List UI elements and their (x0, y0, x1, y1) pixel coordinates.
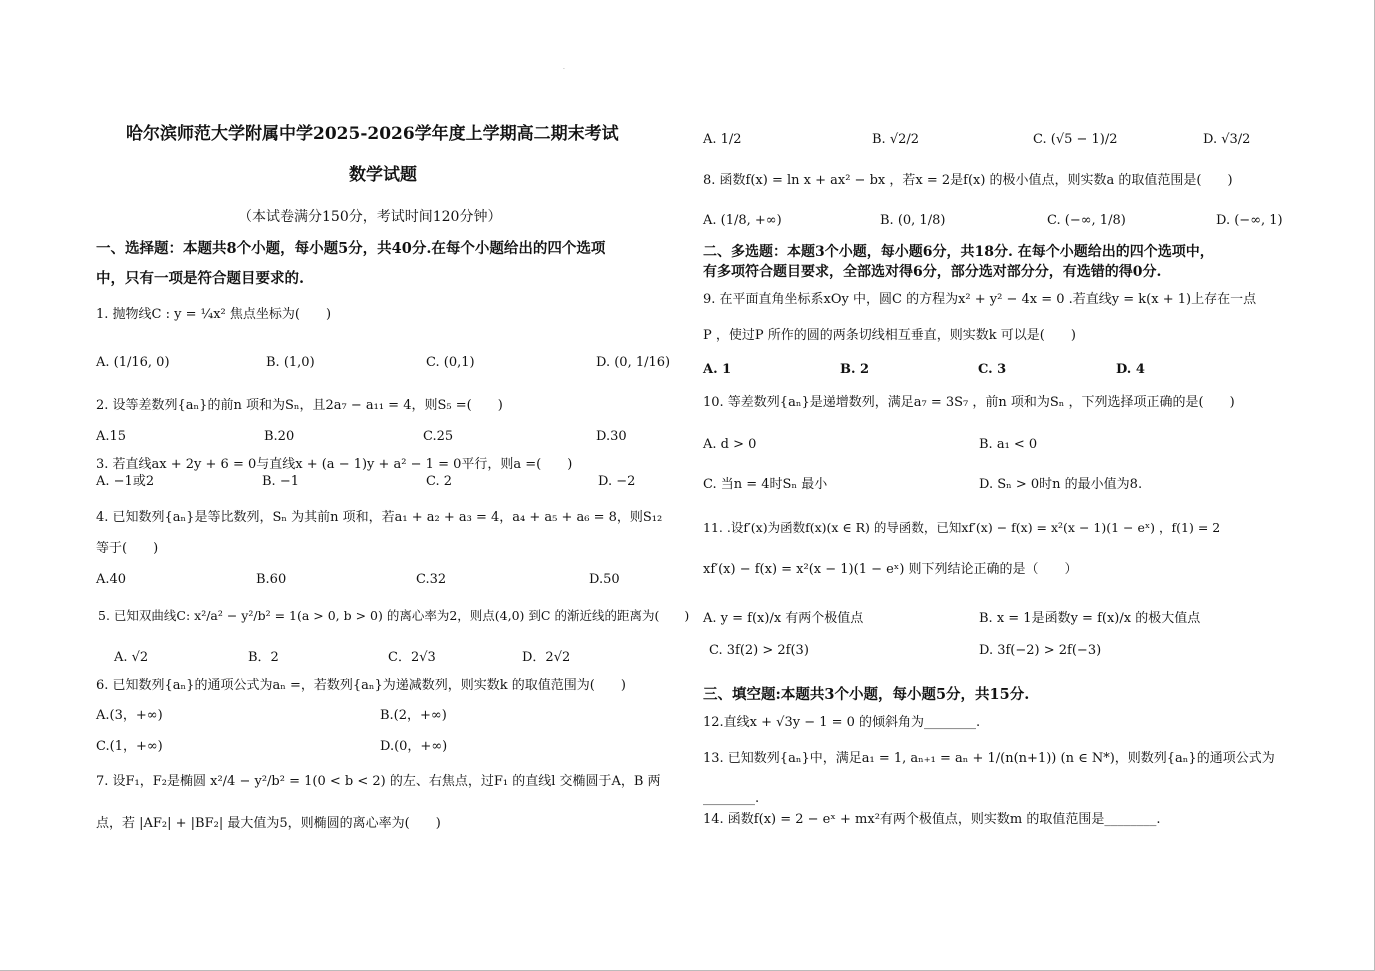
q1-option-a: A. (1/16, 0) (96, 355, 170, 370)
q8-option-d: D. (−∞, 1) (1216, 213, 1283, 228)
q4-stem: 4. 已知数列{aₙ}是等比数列，Sₙ 为其前n 项和，若a₁ + a₂ + a₃ = 4，a₄ + a₅ + a₆ = 8，则S₁₂ (96, 510, 663, 525)
section2-line2: 有多项符合题目要求，全部选对得6分，部分选对部分分，有选错的得0分. (703, 264, 1162, 280)
scan-dot: · (563, 66, 565, 73)
q10-option-b: B. a₁ < 0 (979, 437, 1038, 452)
q11-option-c: C. 3f(2) > 2f(3) (709, 643, 809, 658)
q9-option-a: A. 1 (703, 362, 732, 377)
q10-option-d: D. Sₙ > 0时n 的最小值为8. (979, 477, 1143, 492)
q8-option-c: C. (−∞, 1/8) (1047, 213, 1126, 228)
q2-option-b: B.20 (264, 429, 295, 444)
q8-option-b: B. (0, 1/8) (880, 213, 946, 228)
exam-subtitle: 数学试题 (349, 165, 417, 185)
q7-option-d: D. √3/2 (1203, 132, 1251, 147)
q4-option-a: A.40 (96, 572, 127, 587)
q11-option-a: A. y = f(x)/x 有两个极值点 (703, 611, 864, 626)
q7-stem-cont: 点，若 |AF₂| + |BF₂| 最大值为5，则椭圆的离心率为( ) (96, 816, 441, 831)
q10-option-c: C. 当n = 4时Sₙ 最小 (703, 477, 828, 492)
q1-option-c: C. (0,1) (426, 355, 475, 370)
section3-heading: 三、填空题:本题共3个小题，每小题5分，共15分. (703, 686, 1030, 703)
q4-option-b: B.60 (256, 572, 287, 587)
q1-stem: 1. 抛物线C : y = ¼x² 焦点坐标为( ) (96, 307, 332, 322)
q9-option-d: D. 4 (1116, 362, 1145, 377)
q13-stem: 13. 已知数列{aₙ}中，满足a₁ = 1, aₙ₊₁ = aₙ + 1/(n(n+1)) (n ∈ N*)，则数列{aₙ}的通项公式为 (703, 751, 1275, 766)
q6-stem: 6. 已知数列{aₙ}的通项公式为aₙ =，若数列{aₙ}为递减数列，则实数k 的取值范围为( ) (96, 678, 626, 693)
exam-note: （本试卷满分150分，考试时间120分钟） (238, 209, 502, 225)
q3-option-c: C. 2 (426, 474, 453, 489)
q3-option-b: B. −1 (262, 474, 299, 489)
section2-line1: 二、多选题：本题3个小题，每小题6分，共18分. 在每个小题给出的四个选项中， (703, 244, 1214, 260)
q3-option-a: A. −1或2 (96, 474, 155, 489)
q5-option-b: B．2 (248, 650, 279, 665)
q3-option-d: D. −2 (598, 474, 636, 489)
q1-option-d: D. (0, 1/16) (596, 355, 671, 370)
q10-option-a: A. d > 0 (703, 437, 757, 452)
q9-option-c: C. 3 (978, 362, 1007, 377)
q11-option-d: D. 3f(−2) > 2f(−3) (979, 643, 1102, 658)
q1-option-b: B. (1,0) (266, 355, 315, 370)
q9-stem: 9. 在平面直角坐标系xOy 中，圆C 的方程为x² + y² − 4x = 0 .若直线y = k(x + 1)上存在一点 (703, 292, 1257, 307)
q4-stem-cont: 等于( ) (96, 541, 159, 556)
q14-stem: 14. 函数f(x) = 2 − eˣ + mx²有两个极值点，则实数m 的取值范围是________. (703, 812, 1161, 827)
q5-option-a: A. √2 (114, 650, 149, 665)
q6-option-a: A.(3，+∞) (96, 708, 163, 723)
q4-option-c: C.32 (416, 572, 447, 587)
q11-stem: 11. .设f′(x)为函数f(x)(x ∈ R) 的导函数，已知xf′(x) − f(x) = x²(x − 1)(1 − eˣ) ，f(1) = 2 (703, 520, 1221, 535)
q8-stem: 8. 函数f(x) = ln x + ax² − bx ，若x = 2是f(x) 的极小值点，则实数a 的取值范围是( ) (703, 173, 1233, 188)
q5-stem: 5. 已知双曲线C: x²/a² − y²/b² = 1(a > 0, b > 0) 的离心率为2，则点(4,0) 到C 的渐近线的距离为( ) (98, 608, 690, 623)
q13-stem-cont: ________. (703, 791, 760, 806)
q2-option-c: C.25 (423, 429, 454, 444)
q9-stem-cont: P ，使过P 所作的圆的两条切线相互垂直，则实数k 可以是( ) (703, 328, 1076, 343)
q9-option-b: B. 2 (840, 362, 870, 377)
q6-option-c: C.(1，+∞) (96, 739, 163, 754)
q7-stem: 7. 设F₁，F₂是椭圆 x²/4 − y²/b² = 1(0 < b < 2) 的左、右焦点，过F₁ 的直线l 交椭圆于A，B 两 (96, 774, 661, 789)
q5-option-d: D．2√2 (522, 650, 571, 665)
q11-option-b: B. x = 1是函数y = f(x)/x 的极大值点 (979, 611, 1201, 626)
q2-option-d: D.30 (596, 429, 627, 444)
q6-option-d: D.(0，+∞) (380, 739, 448, 754)
exam-title: 哈尔滨师范大学附属中学2025-2026学年度上学期高二期末考试 (126, 124, 619, 144)
q10-stem: 10. 等差数列{aₙ}是递增数列，满足a₇ = 3S₇ ，前n 项和为Sₙ ，下列选择项正确的是( ) (703, 395, 1235, 410)
q6-option-b: B.(2，+∞) (380, 708, 447, 723)
q7-option-a: A. 1/2 (703, 132, 742, 147)
q12-stem: 12.直线x + √3y − 1 = 0 的倾斜角为________. (703, 715, 981, 730)
q7-option-b: B. √2/2 (872, 132, 920, 147)
section1-line1: 一、选择题：本题共8个小题，每小题5分，共40分.在每个小题给出的四个选项 (96, 240, 606, 257)
q7-option-c: C. (√5 − 1)/2 (1033, 132, 1118, 147)
q5-option-c: C．2√3 (388, 650, 436, 665)
q2-option-a: A.15 (96, 429, 127, 444)
q4-option-d: D.50 (589, 572, 620, 587)
section1-line2: 中，只有一项是符合题目要求的. (96, 270, 305, 287)
q8-option-a: A. (1/8, +∞) (703, 213, 782, 228)
q2-stem: 2. 设等差数列{aₙ}的前n 项和为Sₙ，且2a₇ − a₁₁ = 4，则S₅ =( ) (96, 398, 503, 413)
q11-stem-cont: xf′(x) − f(x) = x²(x − 1)(1 − eˣ) 则下列结论正确的是（ ） (703, 562, 1078, 577)
q3-stem: 3. 若直线ax + 2y + 6 = 0与直线x + (a − 1)y + a² − 1 = 0平行，则a =( ) (96, 457, 573, 472)
